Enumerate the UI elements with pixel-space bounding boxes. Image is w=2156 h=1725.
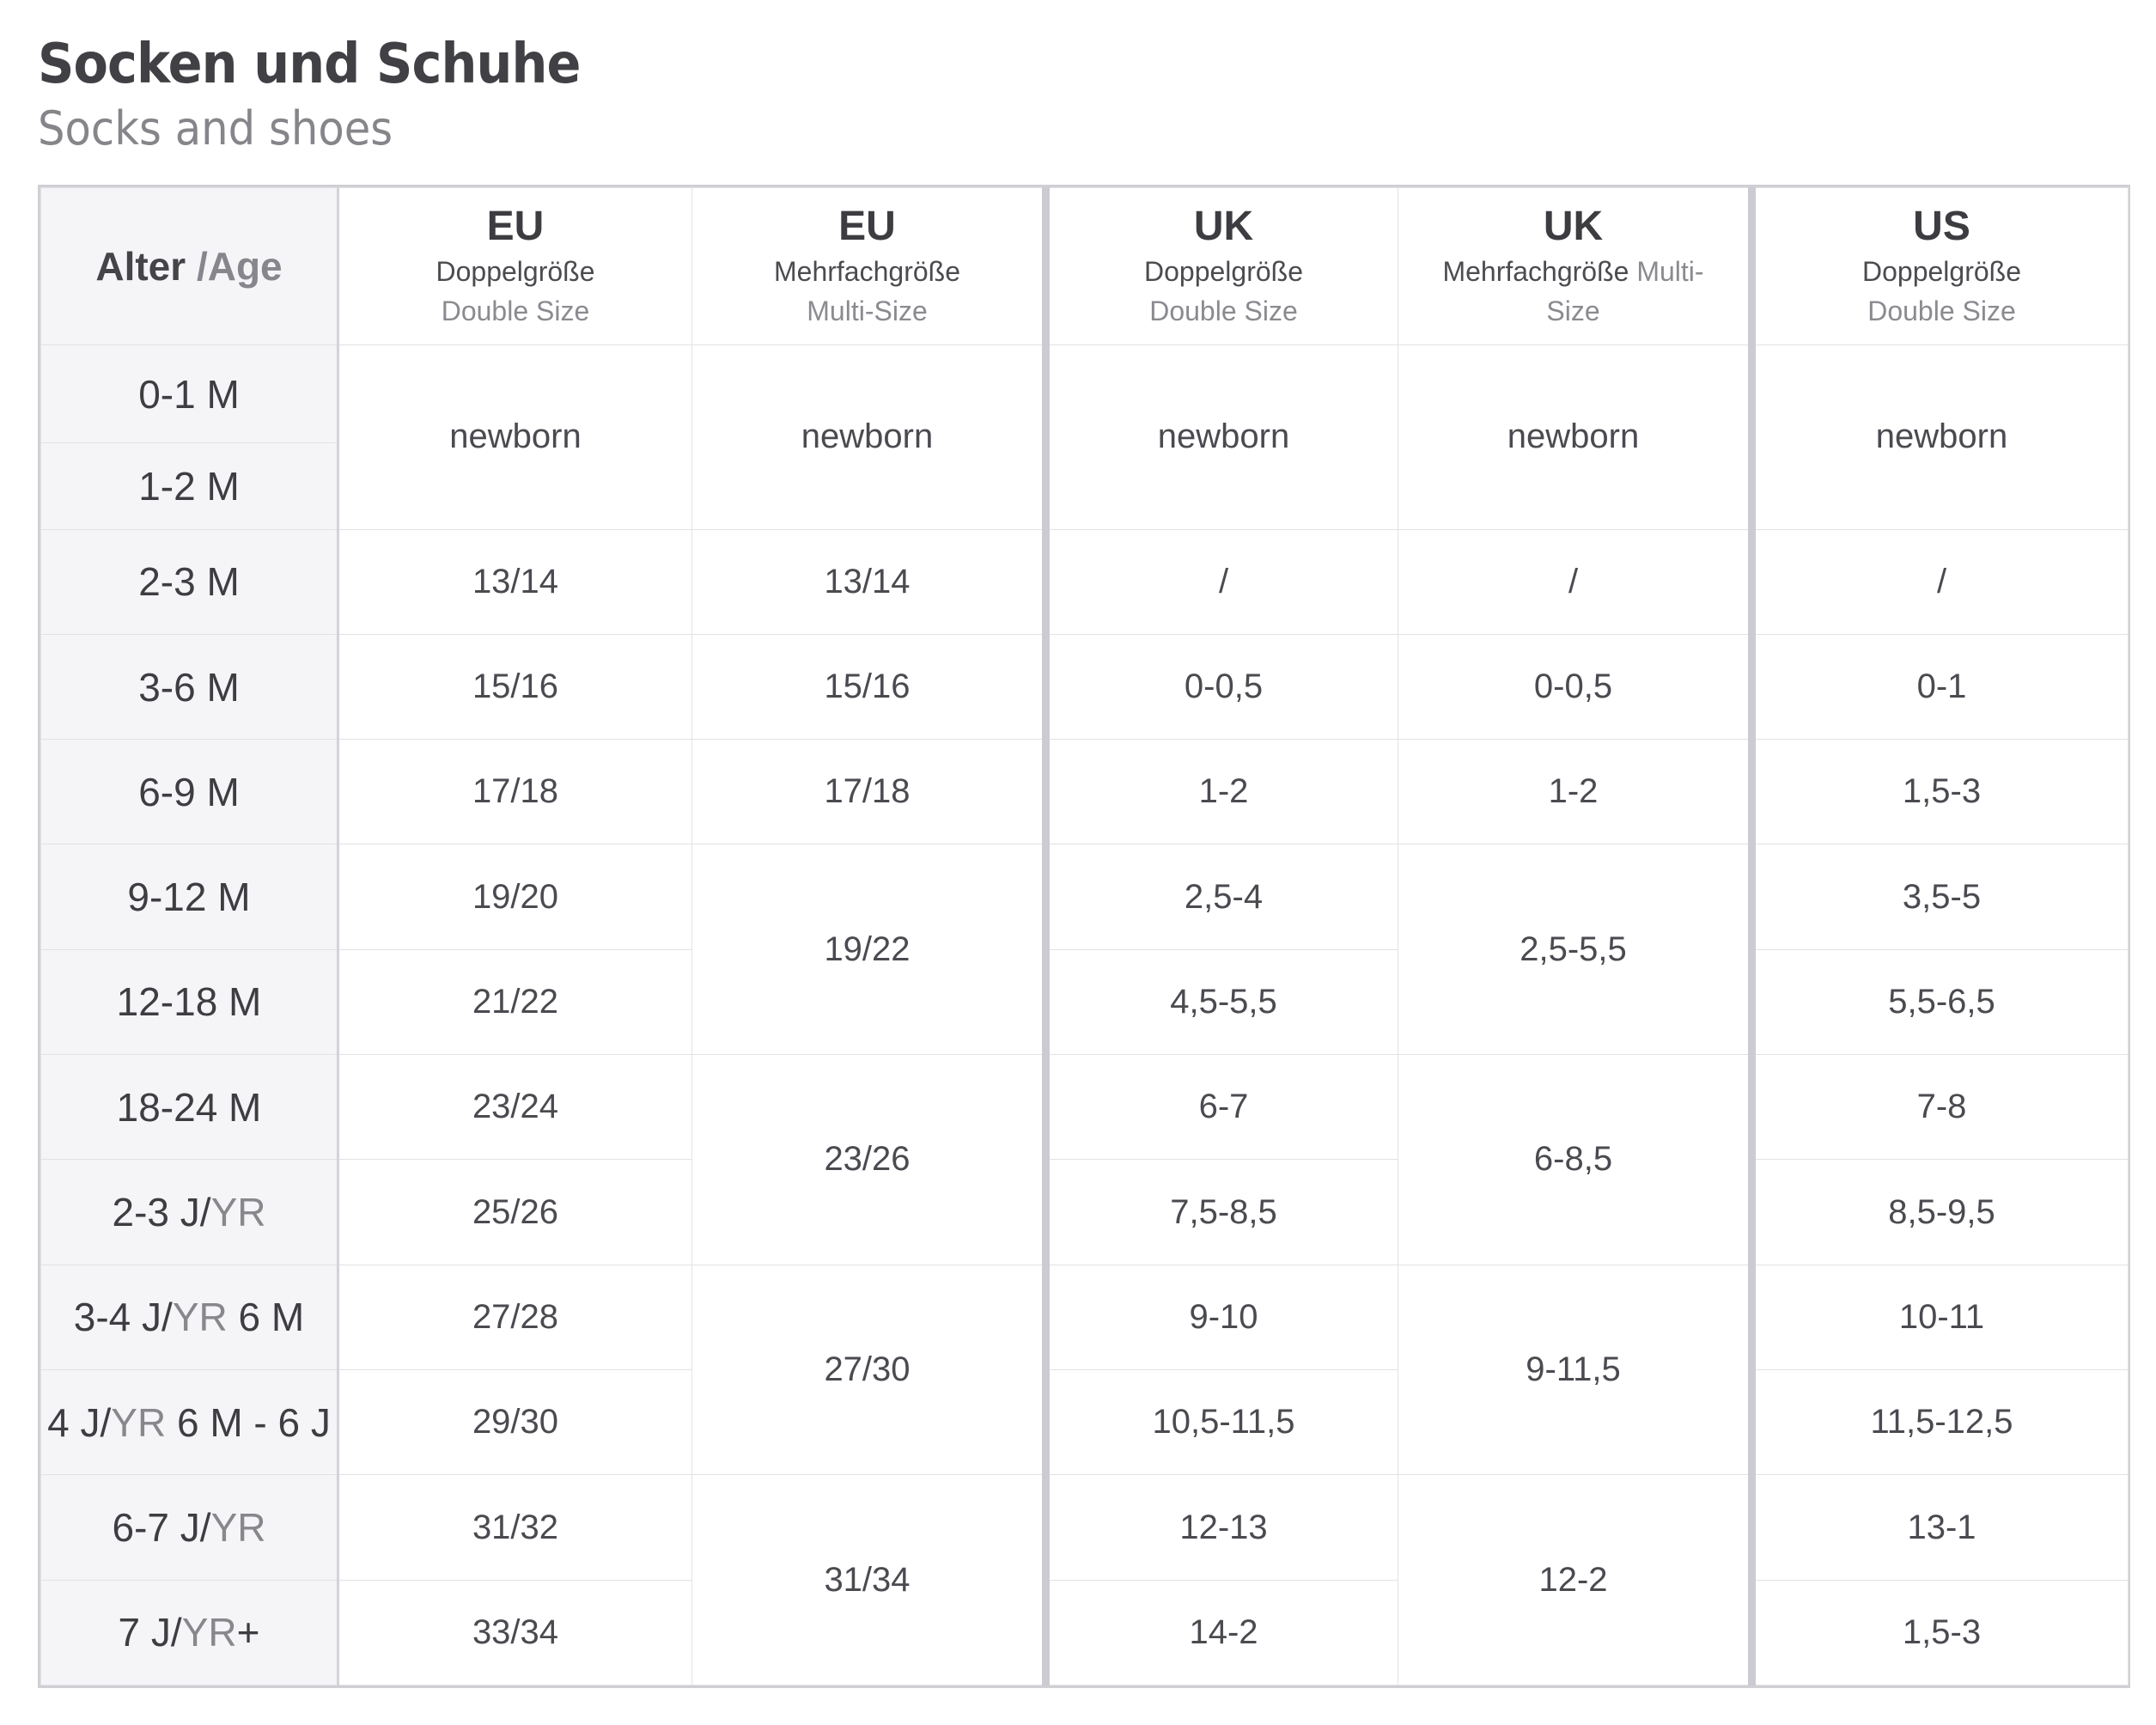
table-row (41, 345, 2129, 443)
uk-multi-cell: / (1398, 529, 1752, 634)
column-label-de: Doppelgröße (435, 256, 595, 287)
column-label-en: Double Size (1867, 296, 2016, 326)
eu-multi-cell: 15/16 (692, 634, 1046, 739)
eu-multi-cell: 31/34 (692, 1475, 1046, 1685)
us-double-cell: 8,5-9,5 (1752, 1160, 2129, 1265)
age-cell: 9-12 M (41, 844, 338, 949)
eu-double-cell: 17/18 (338, 740, 692, 844)
uk-multi-header (1398, 188, 1752, 345)
column-code: EU (486, 204, 545, 249)
table-row (41, 1370, 2129, 1475)
us-double-cell: 10-11 (1752, 1265, 2129, 1369)
table-row (41, 1475, 2129, 1580)
us-double-header (1752, 188, 2129, 345)
table-row (41, 949, 2129, 1054)
eu-double-cell: 23/24 (338, 1055, 692, 1160)
eu-double-cell: 33/34 (338, 1580, 692, 1685)
table-row (41, 740, 2129, 844)
age-cell: 7 J/YR+ (41, 1580, 338, 1685)
column-label-en: Double Size (441, 296, 590, 326)
eu-double-cell: 27/28 (338, 1265, 692, 1369)
age-cell: 0-1 M (41, 345, 338, 443)
eu-multi-cell: newborn (692, 345, 1046, 530)
uk-multi-cell: 6-8,5 (1398, 1055, 1752, 1265)
us-double-cell: 11,5-12,5 (1752, 1370, 2129, 1475)
table-row (41, 529, 2129, 634)
age-column-header (41, 188, 338, 345)
eu-double-cell: 19/20 (338, 844, 692, 949)
uk-multi-cell: 0-0,5 (1398, 634, 1752, 739)
table-row (41, 1580, 2129, 1685)
age-cell: 4 J/YR 6 M - 6 J (41, 1370, 338, 1475)
column-label-en-part1: Multi- (1636, 256, 1704, 287)
us-double-cell: 1,5-3 (1752, 1580, 2129, 1685)
uk-double-header (1046, 188, 1398, 345)
us-double-cell: 5,5-6,5 (1752, 949, 2129, 1054)
age-cell: 6-9 M (41, 740, 338, 844)
column-label-en-part2: Size (1546, 296, 1600, 326)
eu-multi-cell: 19/22 (692, 844, 1046, 1055)
column-label-en: Double Size (1149, 296, 1298, 326)
column-label-de: Doppelgröße (1144, 256, 1303, 287)
uk-double-cell: 10,5-11,5 (1046, 1370, 1398, 1475)
eu-multi-header (692, 188, 1046, 345)
uk-multi-cell: 12-2 (1398, 1475, 1752, 1685)
eu-double-cell: newborn (338, 345, 692, 530)
table-header-row (41, 188, 2129, 345)
uk-double-cell: newborn (1046, 345, 1398, 530)
uk-multi-cell: newborn (1398, 345, 1752, 530)
column-label-en: Multi-Size (807, 296, 928, 326)
uk-double-cell: 4,5-5,5 (1046, 949, 1398, 1054)
eu-multi-cell: 27/30 (692, 1265, 1046, 1475)
age-cell: 2-3 J/YR (41, 1160, 338, 1265)
eu-multi-cell: 17/18 (692, 740, 1046, 844)
uk-multi-cell: 2,5-5,5 (1398, 844, 1752, 1055)
age-header-en: Age (207, 244, 283, 289)
uk-double-cell: 0-0,5 (1046, 634, 1398, 739)
uk-double-cell: 7,5-8,5 (1046, 1160, 1398, 1265)
eu-double-cell: 25/26 (338, 1160, 692, 1265)
age-cell: 2-3 M (41, 529, 338, 634)
age-cell: 12-18 M (41, 949, 338, 1054)
column-code: EU (838, 204, 896, 249)
uk-multi-cell: 9-11,5 (1398, 1265, 1752, 1475)
us-double-cell: 1,5-3 (1752, 740, 2129, 844)
us-double-cell: 7-8 (1752, 1055, 2129, 1160)
uk-double-cell: 2,5-4 (1046, 844, 1398, 949)
age-header-sep: / (196, 244, 208, 289)
page-subtitle: Socks and shoes (38, 101, 393, 155)
eu-multi-cell: 23/26 (692, 1055, 1046, 1265)
size-table (38, 185, 2130, 1688)
age-cell: 3-6 M (41, 634, 338, 739)
uk-double-cell: 12-13 (1046, 1475, 1398, 1580)
eu-double-cell: 21/22 (338, 949, 692, 1054)
uk-double-cell: 9-10 (1046, 1265, 1398, 1369)
eu-double-cell: 13/14 (338, 529, 692, 634)
table-row (41, 634, 2129, 739)
table-row (41, 1265, 2129, 1369)
eu-double-cell: 31/32 (338, 1475, 692, 1580)
us-double-cell: newborn (1752, 345, 2129, 530)
column-label-de: Doppelgröße (1862, 256, 2021, 287)
age-cell: 6-7 J/YR (41, 1475, 338, 1580)
eu-double-header (338, 188, 692, 345)
us-double-cell: 0-1 (1752, 634, 2129, 739)
eu-double-cell: 29/30 (338, 1370, 692, 1475)
age-header-de: Alter (95, 244, 186, 289)
column-code: UK (1193, 204, 1254, 249)
page-title: Socken und Schuhe (38, 33, 581, 96)
uk-double-cell: 14-2 (1046, 1580, 1398, 1685)
uk-double-cell: 6-7 (1046, 1055, 1398, 1160)
column-code: US (1913, 204, 1970, 249)
age-cell: 3-4 J/YR 6 M (41, 1265, 338, 1369)
eu-multi-cell: 13/14 (692, 529, 1046, 634)
us-double-cell: 3,5-5 (1752, 844, 2129, 949)
table-row (41, 1160, 2129, 1265)
column-code: UK (1543, 204, 1604, 249)
uk-multi-cell: 1-2 (1398, 740, 1752, 844)
column-label-de: Mehrfachgröße Multi- (1442, 256, 1704, 287)
table-row (41, 1055, 2129, 1160)
us-double-cell: 13-1 (1752, 1475, 2129, 1580)
age-cell: 1-2 M (41, 443, 338, 529)
column-label-de: Mehrfachgröße (774, 256, 960, 287)
uk-double-cell: / (1046, 529, 1398, 634)
eu-double-cell: 15/16 (338, 634, 692, 739)
uk-double-cell: 1-2 (1046, 740, 1398, 844)
age-cell: 18-24 M (41, 1055, 338, 1160)
us-double-cell: / (1752, 529, 2129, 634)
table-row (41, 844, 2129, 949)
